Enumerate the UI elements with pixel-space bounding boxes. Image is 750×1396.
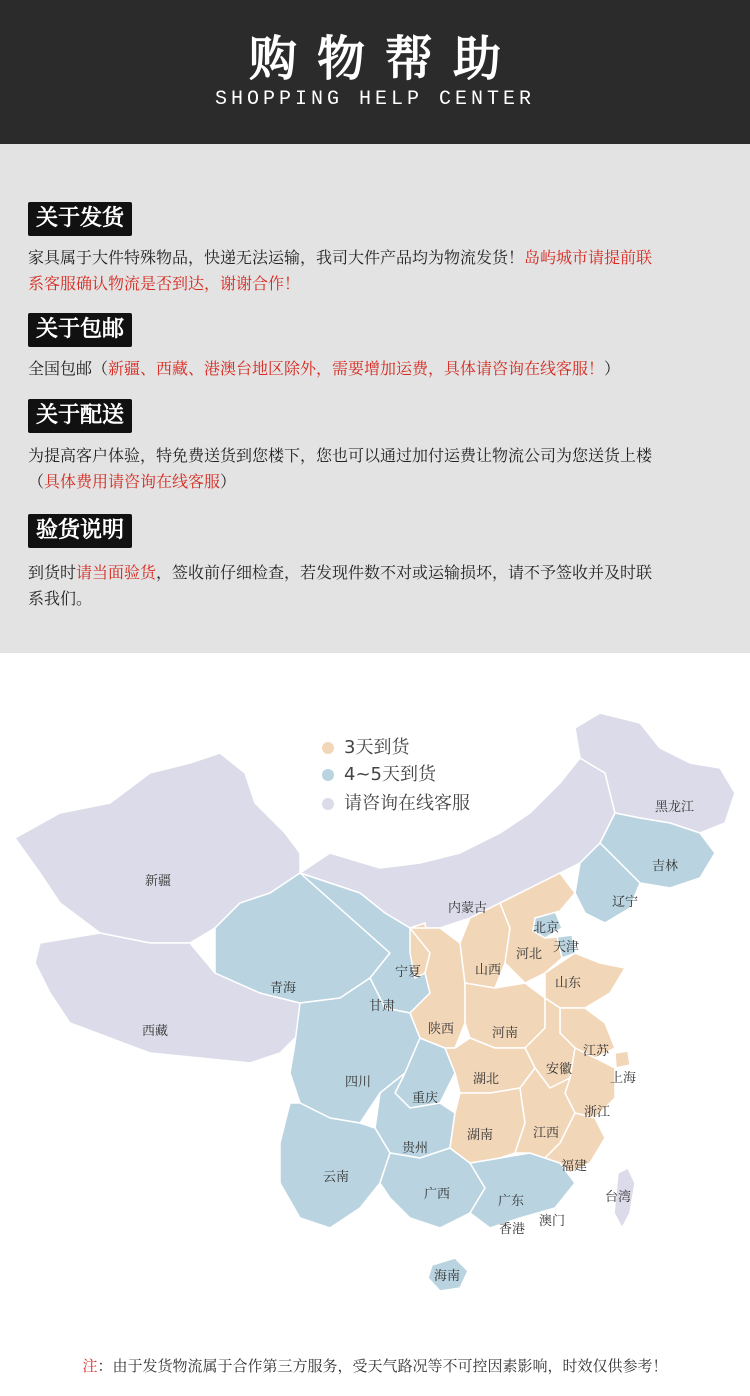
label-sichuan: 四川 bbox=[345, 1075, 372, 1090]
legend-item-consult bbox=[322, 789, 470, 815]
free-shipping-close: ） bbox=[604, 359, 621, 378]
section-text-shipping bbox=[28, 245, 728, 297]
label-jiangxi: 江西 bbox=[533, 1126, 560, 1141]
note-prefix: 注 bbox=[82, 1357, 98, 1375]
legend-label-3day: 3天到货 bbox=[344, 737, 410, 758]
label-shaanxi: 陕西 bbox=[428, 1022, 455, 1037]
legend-dot-3day bbox=[322, 742, 334, 754]
label-anhui: 安徽 bbox=[546, 1062, 573, 1077]
help-info-panel bbox=[0, 144, 750, 653]
label-xizang: 西藏 bbox=[142, 1024, 169, 1039]
inspection-text-d: 系我们。 bbox=[28, 589, 93, 608]
label-jiangsu: 江苏 bbox=[583, 1044, 610, 1059]
page-title: 购物帮助 bbox=[248, 31, 521, 87]
section-text-delivery bbox=[28, 443, 728, 495]
shipping-island-note-cont: 系客服确认物流是否到达，谢谢合作！ bbox=[28, 274, 301, 293]
section-title-delivery: 关于配送 bbox=[28, 399, 132, 433]
label-neimenggu: 内蒙古 bbox=[448, 901, 488, 916]
inspection-text-c: ，签收前仔细检查，若发现件数不对或运输损坏，请不予签收并及时联 bbox=[156, 563, 653, 582]
label-hebei: 河北 bbox=[516, 947, 543, 962]
delivery-map-area bbox=[0, 653, 750, 1396]
label-shanghai: 上海 bbox=[610, 1071, 637, 1086]
label-xianggang: 香港 bbox=[499, 1222, 526, 1237]
label-hubei: 湖北 bbox=[473, 1072, 500, 1087]
free-shipping-exceptions: 新疆、西藏、港澳台地区除外，需要增加运费，具体请咨询在线客服！ bbox=[108, 359, 605, 378]
delivery-close: ） bbox=[220, 472, 237, 491]
page-subtitle: SHOPPING HELP CENTER bbox=[214, 88, 536, 111]
section-title-free-shipping: 关于包邮 bbox=[28, 313, 132, 347]
label-guangxi: 广西 bbox=[424, 1187, 451, 1202]
label-yunnan: 云南 bbox=[323, 1170, 350, 1185]
label-gansu: 甘肃 bbox=[369, 999, 396, 1014]
label-tianjin: 天津 bbox=[553, 940, 580, 955]
footer-note bbox=[0, 1355, 750, 1376]
label-xinjiang: 新疆 bbox=[145, 874, 172, 889]
inspection-text-a: 到货时 bbox=[28, 563, 77, 582]
label-guizhou: 贵州 bbox=[402, 1141, 429, 1156]
label-liaoning: 辽宁 bbox=[612, 895, 639, 910]
label-zhejiang: 浙江 bbox=[584, 1105, 611, 1120]
page-header bbox=[0, 0, 750, 144]
label-qinghai: 青海 bbox=[270, 981, 297, 996]
legend-item-45day bbox=[322, 760, 436, 786]
label-aomen: 澳门 bbox=[539, 1214, 566, 1229]
label-ningxia: 宁夏 bbox=[395, 965, 422, 980]
legend-label-consult: 请咨询在线客服 bbox=[344, 793, 470, 814]
label-henan: 河南 bbox=[492, 1026, 519, 1041]
label-heilongjiang: 黑龙江 bbox=[655, 800, 695, 815]
delivery-fee-note: 具体费用请咨询在线客服 bbox=[44, 472, 221, 491]
shipping-island-note: 岛屿城市请提前联 bbox=[524, 248, 653, 267]
label-shanxi: 山西 bbox=[475, 963, 502, 978]
delivery-open: （ bbox=[28, 472, 45, 491]
inspection-highlight: 请当面验货 bbox=[76, 563, 157, 582]
label-hainan: 海南 bbox=[434, 1269, 461, 1284]
province-yunnan bbox=[280, 1103, 390, 1228]
section-title-inspection: 验货说明 bbox=[28, 514, 132, 548]
label-guangdong: 广东 bbox=[498, 1194, 525, 1209]
section-text-inspection bbox=[28, 560, 728, 612]
note-text: ：由于发货物流属于合作第三方服务，受天气路况等不可控因素影响，时效仅供参考！ bbox=[97, 1357, 668, 1375]
free-shipping-text: 全国包邮（ bbox=[28, 359, 109, 378]
label-chongqing: 重庆 bbox=[412, 1091, 439, 1106]
legend-dot-45day bbox=[322, 769, 334, 781]
delivery-text: 为提高客户体验，特免费送货到您楼下，您也可以通过加付运费让物流公司为您送货上楼 bbox=[28, 446, 653, 465]
label-jilin: 吉林 bbox=[652, 859, 679, 874]
section-title-shipping: 关于发货 bbox=[28, 202, 132, 236]
section-text-free-shipping bbox=[28, 356, 728, 382]
label-taiwan: 台湾 bbox=[605, 1190, 632, 1205]
label-beijing: 北京 bbox=[533, 921, 560, 936]
province-hunan bbox=[450, 1088, 525, 1163]
legend-item-3day bbox=[322, 733, 409, 759]
legend-dot-consult bbox=[322, 798, 334, 810]
label-shandong: 山东 bbox=[555, 976, 582, 991]
label-hunan: 湖南 bbox=[467, 1128, 494, 1143]
label-fujian: 福建 bbox=[561, 1159, 588, 1174]
legend-label-45day: 4~5天到货 bbox=[344, 764, 436, 785]
shipping-text: 家具属于大件特殊物品，快递无法运输，我司大件产品均为物流发货！ bbox=[28, 248, 525, 267]
province-shanghai bbox=[615, 1051, 630, 1068]
